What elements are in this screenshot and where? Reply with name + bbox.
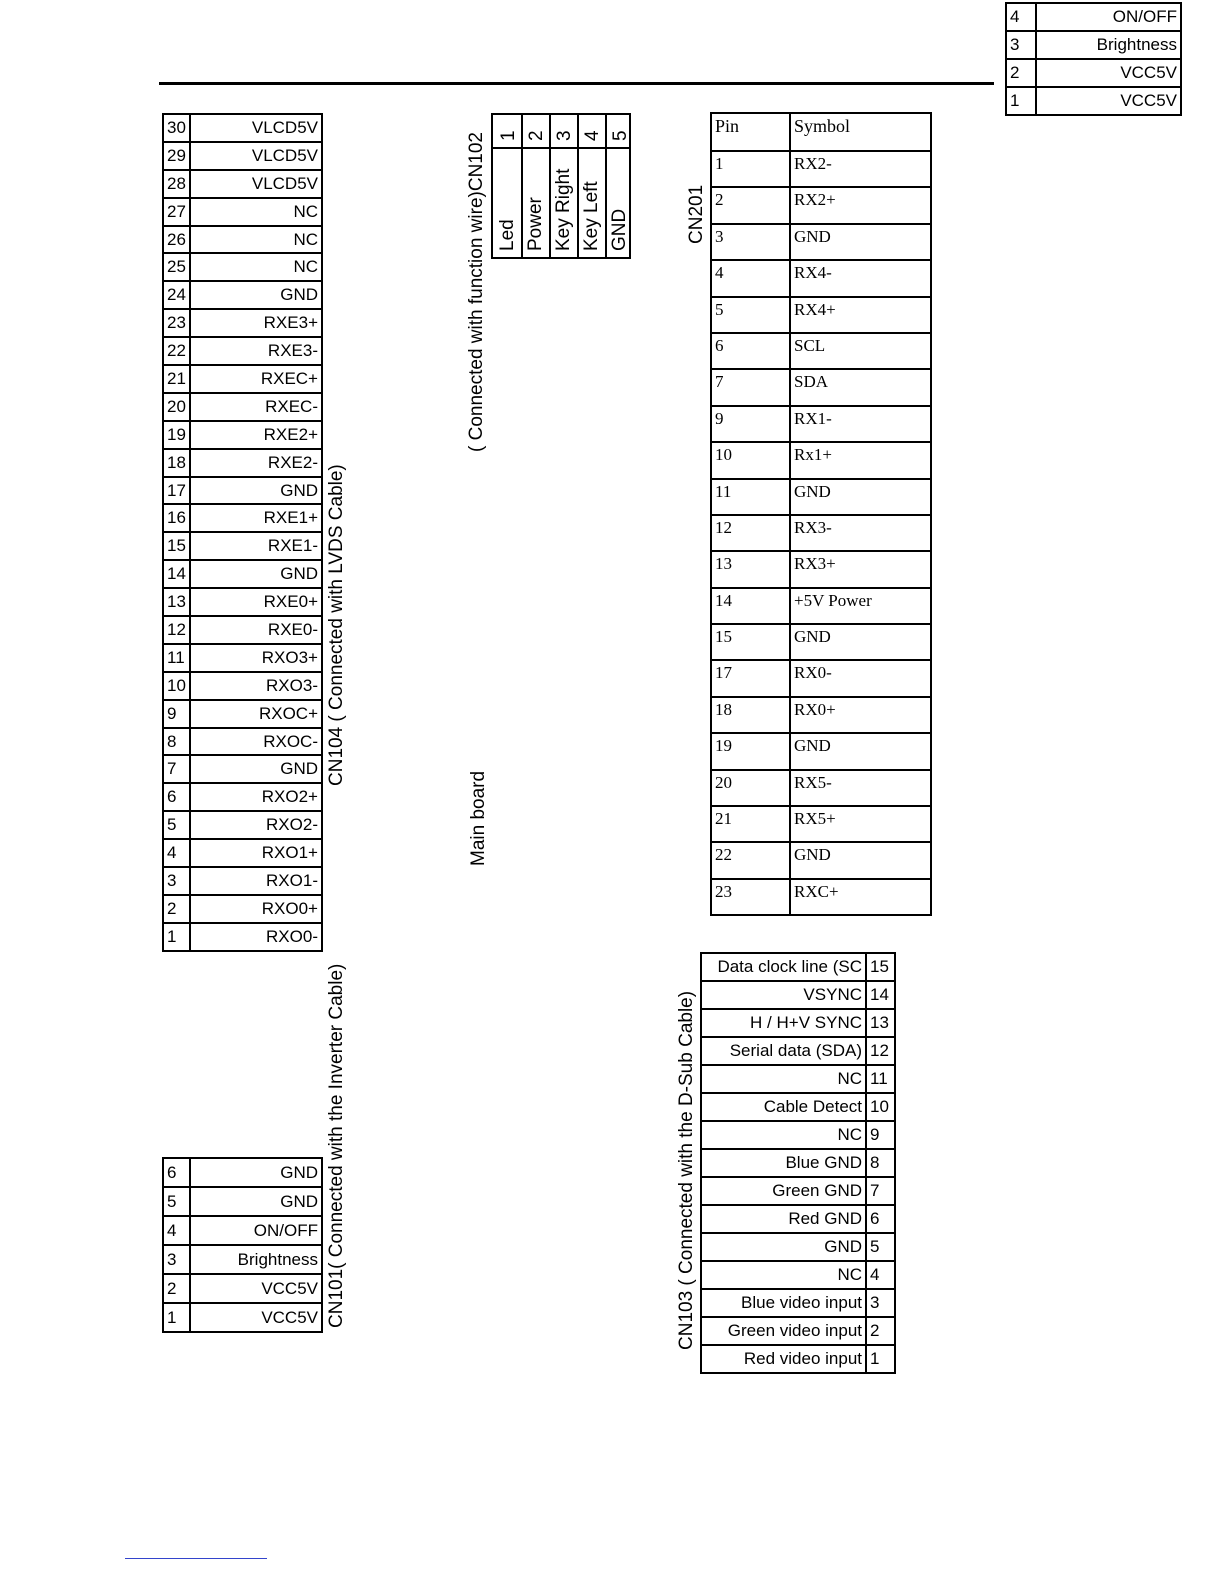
cn201-symbol-cell: SDA xyxy=(790,369,931,405)
cn104-signal-cell: RXO1+ xyxy=(190,839,322,867)
cn201-row xyxy=(711,660,931,696)
cn103-signal-cell: GND xyxy=(701,1233,866,1261)
cn201-symbol-cell: +5V Power xyxy=(790,588,931,624)
cn101-signal-cell: GND xyxy=(190,1158,322,1187)
cn104-num-cell: 9 xyxy=(163,700,190,728)
cn103-signal-cell: Blue GND xyxy=(701,1149,866,1177)
cn201-row xyxy=(711,479,931,515)
cn201-pin-cell: 3 xyxy=(711,224,790,260)
cn104-num-cell: 1 xyxy=(163,923,190,951)
cn201-header-pin: Pin xyxy=(711,113,790,151)
cn104-signal-cell: VLCD5V xyxy=(190,142,322,170)
cn102-pin-signal: Key Left xyxy=(581,181,602,251)
corner-table-row xyxy=(1006,87,1181,115)
cn103-row xyxy=(701,1205,895,1233)
cn102-column-line xyxy=(605,115,607,257)
cn201-pin-cell: 6 xyxy=(711,333,790,369)
cn201-symbol-cell: RX2+ xyxy=(790,187,931,223)
cn103-num-cell: 10 xyxy=(866,1093,895,1121)
cn103-num-cell: 2 xyxy=(866,1317,895,1345)
cn104-signal-cell: RXE2- xyxy=(190,449,322,477)
cn104-signal-cell: NC xyxy=(190,198,322,226)
corner-table-signal-cell: Brightness xyxy=(1036,31,1181,59)
cn104-signal-cell: RXOC+ xyxy=(190,700,322,728)
cn104-num-cell: 20 xyxy=(163,393,190,421)
cn103-num-cell: 13 xyxy=(866,1009,895,1037)
cn201-pin-cell: 18 xyxy=(711,697,790,733)
cn201-symbol-cell: GND xyxy=(790,733,931,769)
cn201-row xyxy=(711,733,931,769)
cn103-table xyxy=(700,952,896,1374)
cn102-pin-number: 5 xyxy=(610,130,631,141)
cn104-signal-cell: RXEC+ xyxy=(190,365,322,393)
cn104-row xyxy=(163,811,322,839)
cn103-signal-cell: NC xyxy=(701,1121,866,1149)
cn104-num-cell: 13 xyxy=(163,588,190,616)
cn104-num-cell: 28 xyxy=(163,170,190,198)
cn201-row xyxy=(711,624,931,660)
cn201-header-symbol: Symbol xyxy=(790,113,931,151)
cn201-pin-cell: 2 xyxy=(711,187,790,223)
cn104-row xyxy=(163,142,322,170)
corner-table-num-cell: 1 xyxy=(1006,87,1036,115)
cn101-num-cell: 2 xyxy=(163,1274,190,1303)
cn104-row xyxy=(163,198,322,226)
cn103-signal-cell: Red video input xyxy=(701,1345,866,1373)
cn104-signal-cell: RXE1- xyxy=(190,532,322,560)
cn104-signal-cell: NC xyxy=(190,226,322,254)
cn101-num-cell: 1 xyxy=(163,1303,190,1332)
cn201-pin-cell: 10 xyxy=(711,442,790,478)
cn103-signal-cell: H / H+V SYNC xyxy=(701,1009,866,1037)
cn201-symbol-cell: RX1- xyxy=(790,406,931,442)
footer-link-underline xyxy=(125,1558,267,1559)
corner-table-signal-cell: ON/OFF xyxy=(1036,3,1181,31)
cn103-signal-cell: Blue video input xyxy=(701,1289,866,1317)
cn103-row xyxy=(701,953,895,981)
cn201-row xyxy=(711,842,931,878)
cn201-row xyxy=(711,515,931,551)
cn201-pin-cell: 11 xyxy=(711,479,790,515)
cn201-symbol-cell: RXC+ xyxy=(790,879,931,915)
cn104-signal-cell: RXE0- xyxy=(190,616,322,644)
cn201-symbol-cell: RX2- xyxy=(790,151,931,187)
cn201-pin-cell: 19 xyxy=(711,733,790,769)
cn102-pin-number: 3 xyxy=(554,130,575,141)
cn104-num-cell: 2 xyxy=(163,895,190,923)
cn103-row xyxy=(701,1149,895,1177)
cn201-row xyxy=(711,806,931,842)
cn104-num-cell: 21 xyxy=(163,365,190,393)
corner-table-num-cell: 3 xyxy=(1006,31,1036,59)
cn101-signal-cell: ON/OFF xyxy=(190,1216,322,1245)
cn201-symbol-cell: RX5+ xyxy=(790,806,931,842)
cn104-num-cell: 14 xyxy=(163,560,190,588)
cn104-signal-cell: VLCD5V xyxy=(190,114,322,142)
cn201-pin-cell: 23 xyxy=(711,879,790,915)
cn104-row xyxy=(163,226,322,254)
cn103-row xyxy=(701,1121,895,1149)
corner-table-signal-cell: VCC5V xyxy=(1036,87,1181,115)
cn104-row xyxy=(163,700,322,728)
cn104-signal-cell: GND xyxy=(190,477,322,505)
cn201-symbol-cell: RX4+ xyxy=(790,297,931,333)
cn201-symbol-cell: Rx1+ xyxy=(790,442,931,478)
cn104-num-cell: 24 xyxy=(163,281,190,309)
cn104-num-cell: 4 xyxy=(163,839,190,867)
cn201-symbol-cell: GND xyxy=(790,842,931,878)
cn104-signal-cell: RXE3+ xyxy=(190,309,322,337)
cn201-row xyxy=(711,551,931,587)
header-rule xyxy=(159,82,994,85)
cn104-signal-cell: RXO3- xyxy=(190,672,322,700)
cn201-pin-cell: 1 xyxy=(711,151,790,187)
cn103-row xyxy=(701,1317,895,1345)
cn201-pin-cell: 15 xyxy=(711,624,790,660)
cn201-symbol-cell: GND xyxy=(790,479,931,515)
cn104-row xyxy=(163,504,322,532)
cn103-num-cell: 11 xyxy=(866,1065,895,1093)
cn104-signal-cell: RXO2- xyxy=(190,811,322,839)
cn104-signal-cell: RXO2+ xyxy=(190,783,322,811)
cn102-pin-number: 1 xyxy=(498,130,519,141)
cn104-num-cell: 5 xyxy=(163,811,190,839)
cn201-row xyxy=(711,369,931,405)
cn201-pin-cell: 14 xyxy=(711,588,790,624)
cn103-row xyxy=(701,1289,895,1317)
cn201-pin-cell: 13 xyxy=(711,551,790,587)
cn104-table xyxy=(162,113,323,952)
cn103-row xyxy=(701,1065,895,1093)
cn101-num-cell: 3 xyxy=(163,1245,190,1274)
cn104-num-cell: 22 xyxy=(163,337,190,365)
cn104-row xyxy=(163,253,322,281)
cn104-signal-cell: GND xyxy=(190,755,322,783)
cn103-signal-cell: NC xyxy=(701,1065,866,1093)
cn104-row xyxy=(163,477,322,505)
cn104-num-cell: 7 xyxy=(163,755,190,783)
cn103-row xyxy=(701,1177,895,1205)
cn104-row xyxy=(163,616,322,644)
cn103-signal-cell: Serial data (SDA) xyxy=(701,1037,866,1065)
cn201-symbol-cell: RX0- xyxy=(790,660,931,696)
cn104-row xyxy=(163,755,322,783)
cn104-row xyxy=(163,644,322,672)
cn201-row xyxy=(711,151,931,187)
cn201-row xyxy=(711,297,931,333)
cn103-signal-cell: Green GND xyxy=(701,1177,866,1205)
cn104-num-cell: 15 xyxy=(163,532,190,560)
cn104-num-cell: 12 xyxy=(163,616,190,644)
cn201-row xyxy=(711,187,931,223)
cn104-row xyxy=(163,393,322,421)
cn201-row xyxy=(711,224,931,260)
cn101-row xyxy=(163,1158,322,1187)
cn201-header-row xyxy=(711,113,931,151)
cn103-signal-cell: Green video input xyxy=(701,1317,866,1345)
cn104-num-cell: 18 xyxy=(163,449,190,477)
cn201-pin-cell: 12 xyxy=(711,515,790,551)
cn102-column-line xyxy=(577,115,579,257)
cn101-num-cell: 6 xyxy=(163,1158,190,1187)
cn104-num-cell: 8 xyxy=(163,728,190,756)
cn201-symbol-cell: RX5- xyxy=(790,770,931,806)
cn104-row xyxy=(163,309,322,337)
cn103-row xyxy=(701,1345,895,1373)
cn101-num-cell: 5 xyxy=(163,1187,190,1216)
cn103-row xyxy=(701,981,895,1009)
cn201-row xyxy=(711,770,931,806)
cn104-row xyxy=(163,672,322,700)
cn104-row xyxy=(163,532,322,560)
cn102-pin-signal: Key Right xyxy=(553,168,574,251)
cn103-num-cell: 14 xyxy=(866,981,895,1009)
cn101-signal-cell: VCC5V xyxy=(190,1303,322,1332)
cn104-num-cell: 23 xyxy=(163,309,190,337)
cn101-signal-cell: VCC5V xyxy=(190,1274,322,1303)
corner-table-row xyxy=(1006,3,1181,31)
cn104-row xyxy=(163,560,322,588)
cn201-pin-cell: 22 xyxy=(711,842,790,878)
cn201-row xyxy=(711,406,931,442)
cn201-pin-cell: 5 xyxy=(711,297,790,333)
cn102-table xyxy=(491,113,631,259)
cn201-pin-cell: 21 xyxy=(711,806,790,842)
cn101-row xyxy=(163,1274,322,1303)
cn103-signal-cell: Red GND xyxy=(701,1205,866,1233)
cn104-signal-cell: RXE1+ xyxy=(190,504,322,532)
cn104-signal-cell: RXEC- xyxy=(190,393,322,421)
corner-table-row xyxy=(1006,59,1181,87)
cn104-num-cell: 19 xyxy=(163,421,190,449)
cn103-row xyxy=(701,1037,895,1065)
cn201-symbol-cell: RX3+ xyxy=(790,551,931,587)
cn103-num-cell: 12 xyxy=(866,1037,895,1065)
cn104-signal-cell: RXOC- xyxy=(190,728,322,756)
cn104-signal-cell: GND xyxy=(190,281,322,309)
cn104-signal-cell: RXE3- xyxy=(190,337,322,365)
cn201-symbol-cell: RX0+ xyxy=(790,697,931,733)
cn104-num-cell: 6 xyxy=(163,783,190,811)
cn104-num-cell: 10 xyxy=(163,672,190,700)
cn101-row xyxy=(163,1245,322,1274)
cn201-row xyxy=(711,260,931,296)
cn104-signal-cell: RXO0- xyxy=(190,923,322,951)
cn201-table xyxy=(710,112,932,916)
cn104-row xyxy=(163,923,322,951)
cn104-row xyxy=(163,170,322,198)
cn102-pin-number: 2 xyxy=(526,130,547,141)
cn103-row xyxy=(701,1093,895,1121)
cn201-pin-cell: 20 xyxy=(711,770,790,806)
cn104-row xyxy=(163,365,322,393)
cn104-row xyxy=(163,895,322,923)
cn103-signal-cell: NC xyxy=(701,1261,866,1289)
cn104-signal-cell: RXE2+ xyxy=(190,421,322,449)
cn101-row xyxy=(163,1303,322,1332)
cn201-pin-cell: 7 xyxy=(711,369,790,405)
cn201-pin-cell: 17 xyxy=(711,660,790,696)
cn104-signal-cell: GND xyxy=(190,560,322,588)
cn102-column-line xyxy=(549,115,551,257)
cn103-row xyxy=(701,1009,895,1037)
cn104-signal-cell: RXO0+ xyxy=(190,895,322,923)
cn201-row xyxy=(711,879,931,915)
cn104-num-cell: 16 xyxy=(163,504,190,532)
cn103-num-cell: 7 xyxy=(866,1177,895,1205)
cn104-num-cell: 29 xyxy=(163,142,190,170)
cn101-label: CN101( Connected with the Inverter Cable) xyxy=(326,963,347,1328)
cn103-signal-cell: Data clock line (SC xyxy=(701,953,866,981)
cn104-row xyxy=(163,588,322,616)
cn104-signal-cell: NC xyxy=(190,253,322,281)
cn104-num-cell: 26 xyxy=(163,226,190,254)
cn103-row xyxy=(701,1233,895,1261)
cn101-table xyxy=(162,1157,323,1333)
cn102-pin-signal: Power xyxy=(525,197,546,251)
cn201-row xyxy=(711,697,931,733)
cn201-symbol-cell: SCL xyxy=(790,333,931,369)
cn201-pin-cell: 9 xyxy=(711,406,790,442)
cn101-row xyxy=(163,1187,322,1216)
cn103-row xyxy=(701,1261,895,1289)
corner-table-num-cell: 2 xyxy=(1006,59,1036,87)
cn103-num-cell: 3 xyxy=(866,1289,895,1317)
cn102-pin-signal: GND xyxy=(609,208,630,251)
cn201-symbol-cell: RX4- xyxy=(790,260,931,296)
cn104-num-cell: 25 xyxy=(163,253,190,281)
cn104-signal-cell: RXE0+ xyxy=(190,588,322,616)
cn104-row xyxy=(163,421,322,449)
cn201-label: CN201 xyxy=(686,184,707,244)
cn103-signal-cell: Cable Detect xyxy=(701,1093,866,1121)
cn104-num-cell: 17 xyxy=(163,477,190,505)
cn103-num-cell: 5 xyxy=(866,1233,895,1261)
cn102-pin-signal: Led xyxy=(497,219,518,251)
cn201-symbol-cell: RX3- xyxy=(790,515,931,551)
cn101-signal-cell: GND xyxy=(190,1187,322,1216)
cn201-row xyxy=(711,442,931,478)
cn103-label: CN103 ( Connected with the D-Sub Cable) xyxy=(676,990,697,1350)
cn102-divider xyxy=(493,147,629,149)
cn104-signal-cell: VLCD5V xyxy=(190,170,322,198)
cn101-signal-cell: Brightness xyxy=(190,1245,322,1274)
cn103-num-cell: 6 xyxy=(866,1205,895,1233)
cn102-label: ( Connected with function wire)CN102 xyxy=(466,132,487,452)
cn104-label: CN104 ( Connected with LVDS Cable) xyxy=(326,464,347,786)
cn104-row xyxy=(163,728,322,756)
corner-table-num-cell: 4 xyxy=(1006,3,1036,31)
cn104-signal-cell: RXO3+ xyxy=(190,644,322,672)
cn104-row xyxy=(163,449,322,477)
cn104-row xyxy=(163,839,322,867)
cn103-num-cell: 9 xyxy=(866,1121,895,1149)
cn104-num-cell: 3 xyxy=(163,867,190,895)
cn104-num-cell: 30 xyxy=(163,114,190,142)
cn102-pin-number: 4 xyxy=(582,130,603,141)
corner-table-row xyxy=(1006,31,1181,59)
cn201-symbol-cell: GND xyxy=(790,624,931,660)
cn103-num-cell: 8 xyxy=(866,1149,895,1177)
cn104-row xyxy=(163,281,322,309)
main-board-label: Main board xyxy=(468,770,489,866)
cn103-num-cell: 15 xyxy=(866,953,895,981)
cn201-row xyxy=(711,588,931,624)
corner-table-signal-cell: VCC5V xyxy=(1036,59,1181,87)
cn201-row xyxy=(711,333,931,369)
cn201-pin-cell: 4 xyxy=(711,260,790,296)
cn201-symbol-cell: GND xyxy=(790,224,931,260)
cn104-row xyxy=(163,114,322,142)
cn101-num-cell: 4 xyxy=(163,1216,190,1245)
cn104-row xyxy=(163,337,322,365)
cn101-row xyxy=(163,1216,322,1245)
cn103-num-cell: 1 xyxy=(866,1345,895,1373)
cn104-num-cell: 11 xyxy=(163,644,190,672)
corner-table xyxy=(1005,2,1177,118)
cn104-num-cell: 27 xyxy=(163,198,190,226)
cn103-num-cell: 4 xyxy=(866,1261,895,1289)
cn103-signal-cell: VSYNC xyxy=(701,981,866,1009)
cn104-row xyxy=(163,867,322,895)
cn104-signal-cell: RXO1- xyxy=(190,867,322,895)
cn102-column-line xyxy=(521,115,523,257)
cn104-row xyxy=(163,783,322,811)
